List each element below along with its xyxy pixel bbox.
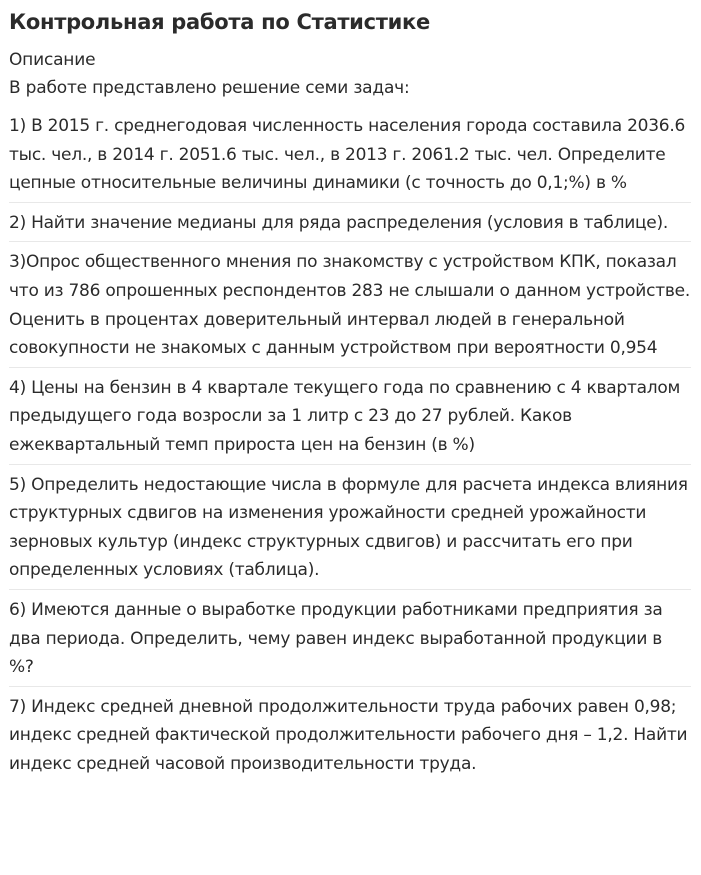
description-label: Описание: [9, 50, 96, 70]
task-list: [9, 112, 691, 778]
task-item-1: 1) В 2015 г. среднегодовая численность населения города составила 2036.6 тыс. чел., в 2014 г. 2051.6 тыс. чел., в 2013 г. 2061.2 тыс. чел. Определите цепные относительные величины динамики (с точность до 0,1;%) в %: [9, 116, 686, 194]
page-title: Контрольная работа по Статистике: [9, 10, 430, 34]
divider: [9, 686, 691, 687]
task-item-3: 3)Опрос общественного мнения по знакомству с устройством КПК, показал что из 786 опрошенных респондентов 283 не слышали о данном устройстве. Оценить в процентах доверительный интервал людей в генеральной совокупности не знакомых с данным устройством при вероятности 0,954: [9, 252, 690, 359]
task-item-4: 4) Цены на бензин в 4 квартале текущего года по сравнению с 4 кварталом предыдущего года возросли за 1 литр с 23 до 27 рублей. Каков ежеквартальный темп прироста цен на бензин (в %): [9, 377, 681, 455]
divider: [9, 367, 691, 368]
divider: [9, 241, 691, 242]
task-item-2: 2) Найти значение медианы для ряда распределения (условия в таблице).: [9, 212, 669, 233]
task-item-7: 7) Индекс средней дневной продолжительности труда рабочих равен 0,98; индекс средней фактической продолжительности рабочего дня – 1,2. Найти индекс средней часовой производительности труда.: [9, 696, 688, 774]
task-item-6: 6) Имеются данные о выработке продукции работниками предприятия за два периода. Определить, чему равен индекс выработанной продукции в %?: [9, 599, 663, 678]
description-intro: В работе представлено решение семи задач:: [9, 78, 410, 98]
divider: [9, 589, 691, 590]
task-item-5: 5) Определить недостающие числа в формуле для расчета индекса влияния структурных сдвигов на изменения урожайности средней урожайности зерновых культур (индекс структурных сдвигов) и рассчитать его при определенных условиях (таблица).: [9, 474, 688, 581]
divider: [9, 464, 691, 465]
divider: [9, 202, 691, 203]
